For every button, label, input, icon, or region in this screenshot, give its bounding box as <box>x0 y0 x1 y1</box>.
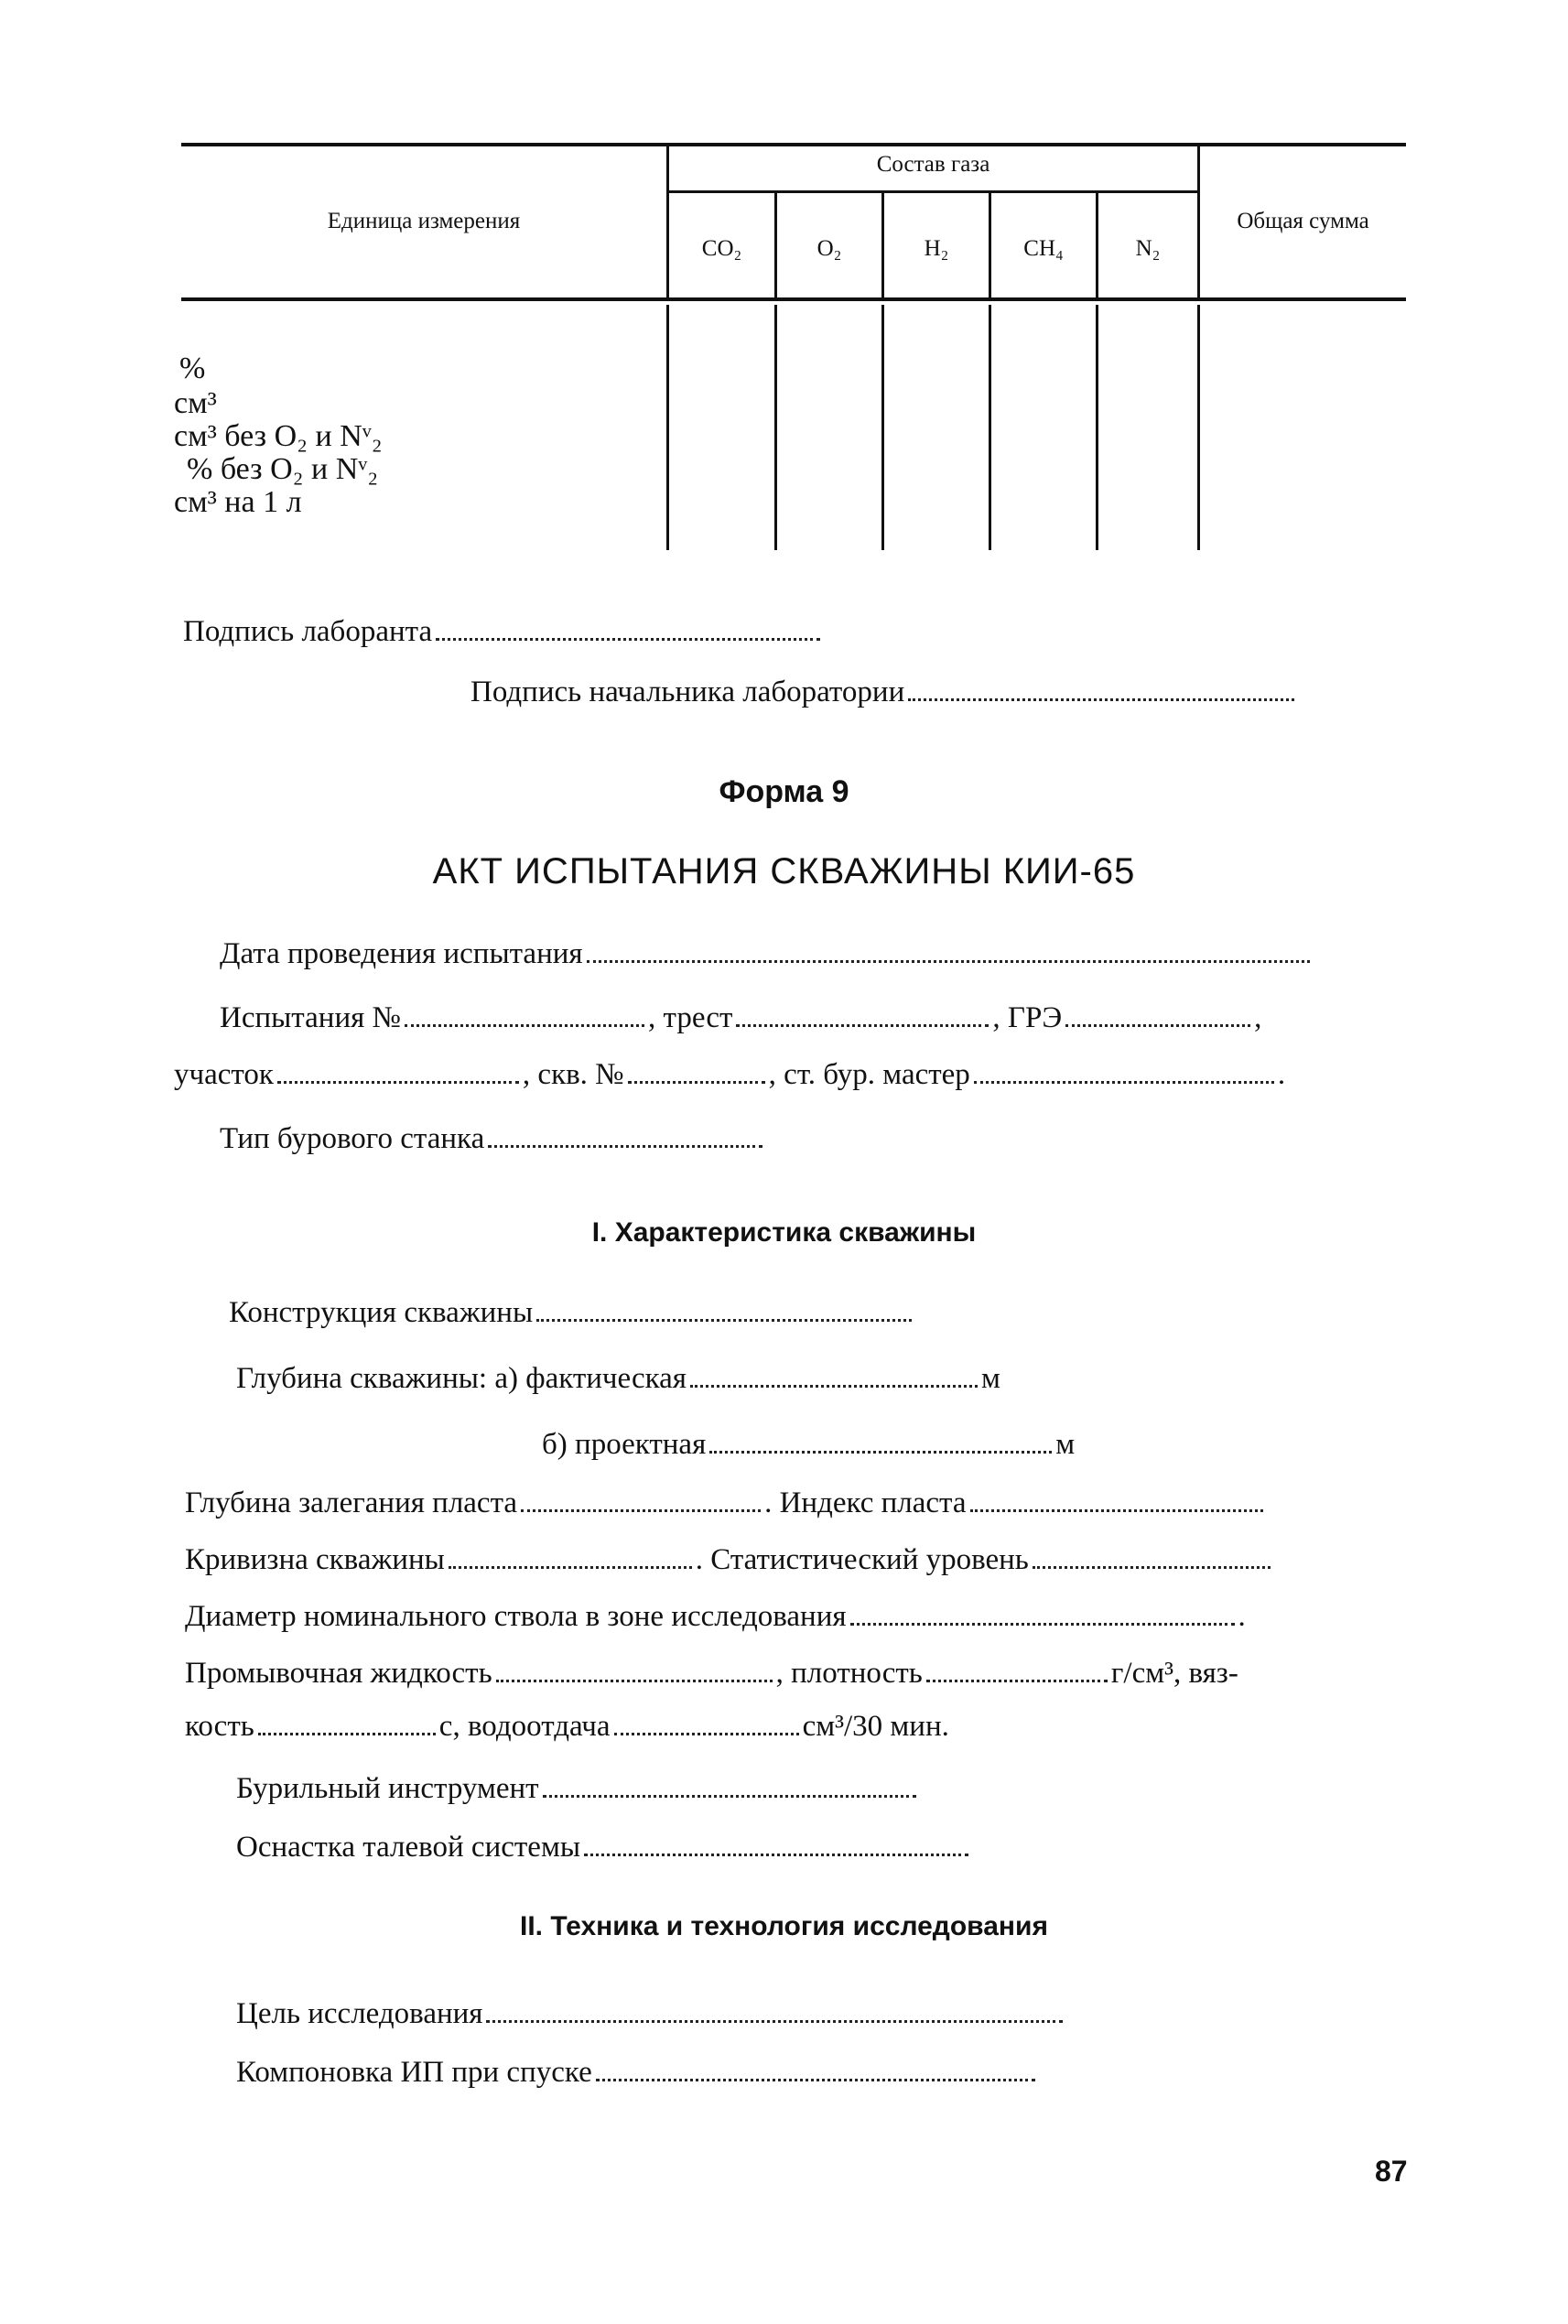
test-date-field <box>220 937 1314 971</box>
bed-depth-line <box>185 1486 1267 1520</box>
filtration-unit: см³/30 мин. <box>802 1710 949 1743</box>
unit-row: см³ на 1 л <box>174 485 302 519</box>
purpose-label: Цель исследования <box>236 1997 483 2030</box>
gas-composition-header: Состав газа <box>876 152 990 177</box>
section-2-heading: II. Техника и технология исследования <box>520 1911 1048 1941</box>
tackle-label: Оснастка талевой системы <box>236 1831 581 1864</box>
bed-index-blank <box>970 1491 1263 1512</box>
depth-actual-label: Глубина скважины: а) фактическая <box>236 1362 687 1395</box>
depth-actual-unit: м <box>981 1362 1000 1395</box>
depth-design-label: б) проектная <box>542 1428 707 1461</box>
depth-design-unit: м <box>1055 1428 1076 1461</box>
unit-row: % без O₂ и Nᵛ₂ <box>187 452 379 486</box>
lab-head-label: Подпись начальника лаборатории <box>470 676 905 708</box>
test-date-blank <box>587 942 1310 963</box>
gas-column-header-co2: CO₂ <box>701 236 742 261</box>
unit-row: см³ <box>174 386 217 420</box>
viscosity-unit: с, водоотдача <box>438 1710 611 1743</box>
tackle-field <box>236 1831 972 1865</box>
gas-column-header-n2: N₂ <box>1135 236 1161 261</box>
total-column-header: Общая сумма <box>1237 209 1369 233</box>
tackle-blank <box>584 1835 968 1856</box>
group-header-rule <box>668 190 1199 193</box>
depth-actual-field <box>236 1362 1000 1396</box>
drill-master-label: , ст. бур. мастер <box>768 1058 970 1091</box>
depth-design-blank <box>709 1432 1052 1454</box>
density-label: , плотность <box>775 1657 923 1690</box>
well-number-label: , скв. № <box>522 1058 624 1091</box>
section-label: участок <box>174 1058 274 1091</box>
signature-blank <box>436 620 820 641</box>
bed-depth-blank <box>521 1491 761 1512</box>
test-number-line: Испытания № , трест , ГРЭ , <box>220 1001 1262 1034</box>
fluid-label: Промывочная жидкость <box>185 1657 492 1690</box>
depth-design-field <box>542 1428 1075 1462</box>
table-vline <box>666 305 669 550</box>
static-level-label: . Статистический уровень <box>695 1543 1029 1576</box>
table-top-rule <box>181 143 1406 146</box>
diameter-blank <box>850 1605 1235 1626</box>
section-blank <box>277 1063 519 1084</box>
table-header-bottom-rule <box>181 297 1406 301</box>
unit-row: см³ без O₂ и Nᵛ₂ <box>174 419 383 453</box>
unit-column-header: Единица измерения <box>327 209 521 233</box>
table-vline <box>1096 305 1098 550</box>
curvature-label: Кривизна скважины <box>185 1543 445 1576</box>
layout-blank <box>596 2060 1035 2081</box>
construction-label: Конструкция скважины <box>229 1296 534 1329</box>
drill-tool-label: Бурильный инструмент <box>236 1772 539 1805</box>
construction-blank <box>536 1301 912 1322</box>
lab-head-signature <box>470 676 1298 709</box>
diameter-field: Диаметр номинального ствола в зоне исследования . <box>185 1600 1246 1633</box>
curvature-blank <box>449 1548 692 1569</box>
bed-index-label: . Индекс пласта <box>764 1486 967 1519</box>
static-level-blank <box>1033 1548 1271 1569</box>
viscosity-blank <box>258 1714 436 1735</box>
table-vline <box>881 305 884 550</box>
trust-blank <box>736 1006 989 1027</box>
section-well-line: участок , скв. № , ст. бур. мастер . <box>174 1058 1286 1091</box>
table-vline <box>989 305 991 550</box>
viscosity-line <box>185 1710 949 1744</box>
test-number-label: Испытания № <box>220 1001 402 1034</box>
filtration-blank <box>614 1714 799 1735</box>
well-number-blank <box>628 1063 765 1084</box>
density-blank <box>926 1661 1108 1682</box>
unit-row: % <box>179 351 206 385</box>
curvature-line <box>185 1543 1274 1577</box>
rig-type-label: Тип бурового станка <box>220 1122 485 1155</box>
layout-field <box>236 2056 1039 2090</box>
trust-label: , трест <box>648 1001 733 1034</box>
lab-assistant-label: Подпись лаборанта <box>183 615 433 648</box>
drill-tool-field <box>236 1772 920 1806</box>
fluid-blank <box>496 1661 773 1682</box>
gas-column-header-o2: O₂ <box>816 236 842 261</box>
signature-blank <box>908 680 1294 701</box>
test-number-blank <box>405 1006 644 1027</box>
gre-blank <box>1065 1006 1250 1027</box>
purpose-blank <box>486 2002 1063 2023</box>
section-1-heading: I. Характеристика скважины <box>591 1217 977 1248</box>
rig-type-field <box>220 1122 766 1156</box>
page-number: 87 <box>1375 2155 1408 2188</box>
density-unit: г/см³, вяз- <box>1110 1657 1238 1690</box>
purpose-field <box>236 1997 1066 2031</box>
test-date-label: Дата проведения испытания <box>220 937 583 970</box>
gas-column-header-ch4: CH₄ <box>1023 236 1064 261</box>
viscosity-label: кость <box>185 1710 254 1743</box>
drill-master-blank <box>974 1063 1274 1084</box>
lab-assistant-signature <box>183 615 824 649</box>
rig-type-blank <box>488 1127 762 1148</box>
table-vline <box>774 305 777 550</box>
form-number: Форма 9 <box>719 774 849 809</box>
layout-label: Компоновка ИП при спуске <box>236 2056 592 2089</box>
table-vline <box>1197 305 1200 550</box>
bed-depth-label: Глубина залегания пласта <box>185 1486 518 1519</box>
fluid-line <box>185 1657 1238 1691</box>
diameter-label: Диаметр номинального ствола в зоне исследования <box>185 1600 847 1633</box>
drill-tool-blank <box>543 1777 916 1798</box>
depth-actual-blank <box>690 1367 978 1388</box>
gre-label: , ГРЭ <box>992 1001 1063 1034</box>
form-title: АКТ ИСПЫТАНИЯ СКВАЖИНЫ КИИ-65 <box>432 851 1136 892</box>
gas-column-header-h2: H₂ <box>924 236 949 261</box>
construction-field <box>229 1296 915 1330</box>
